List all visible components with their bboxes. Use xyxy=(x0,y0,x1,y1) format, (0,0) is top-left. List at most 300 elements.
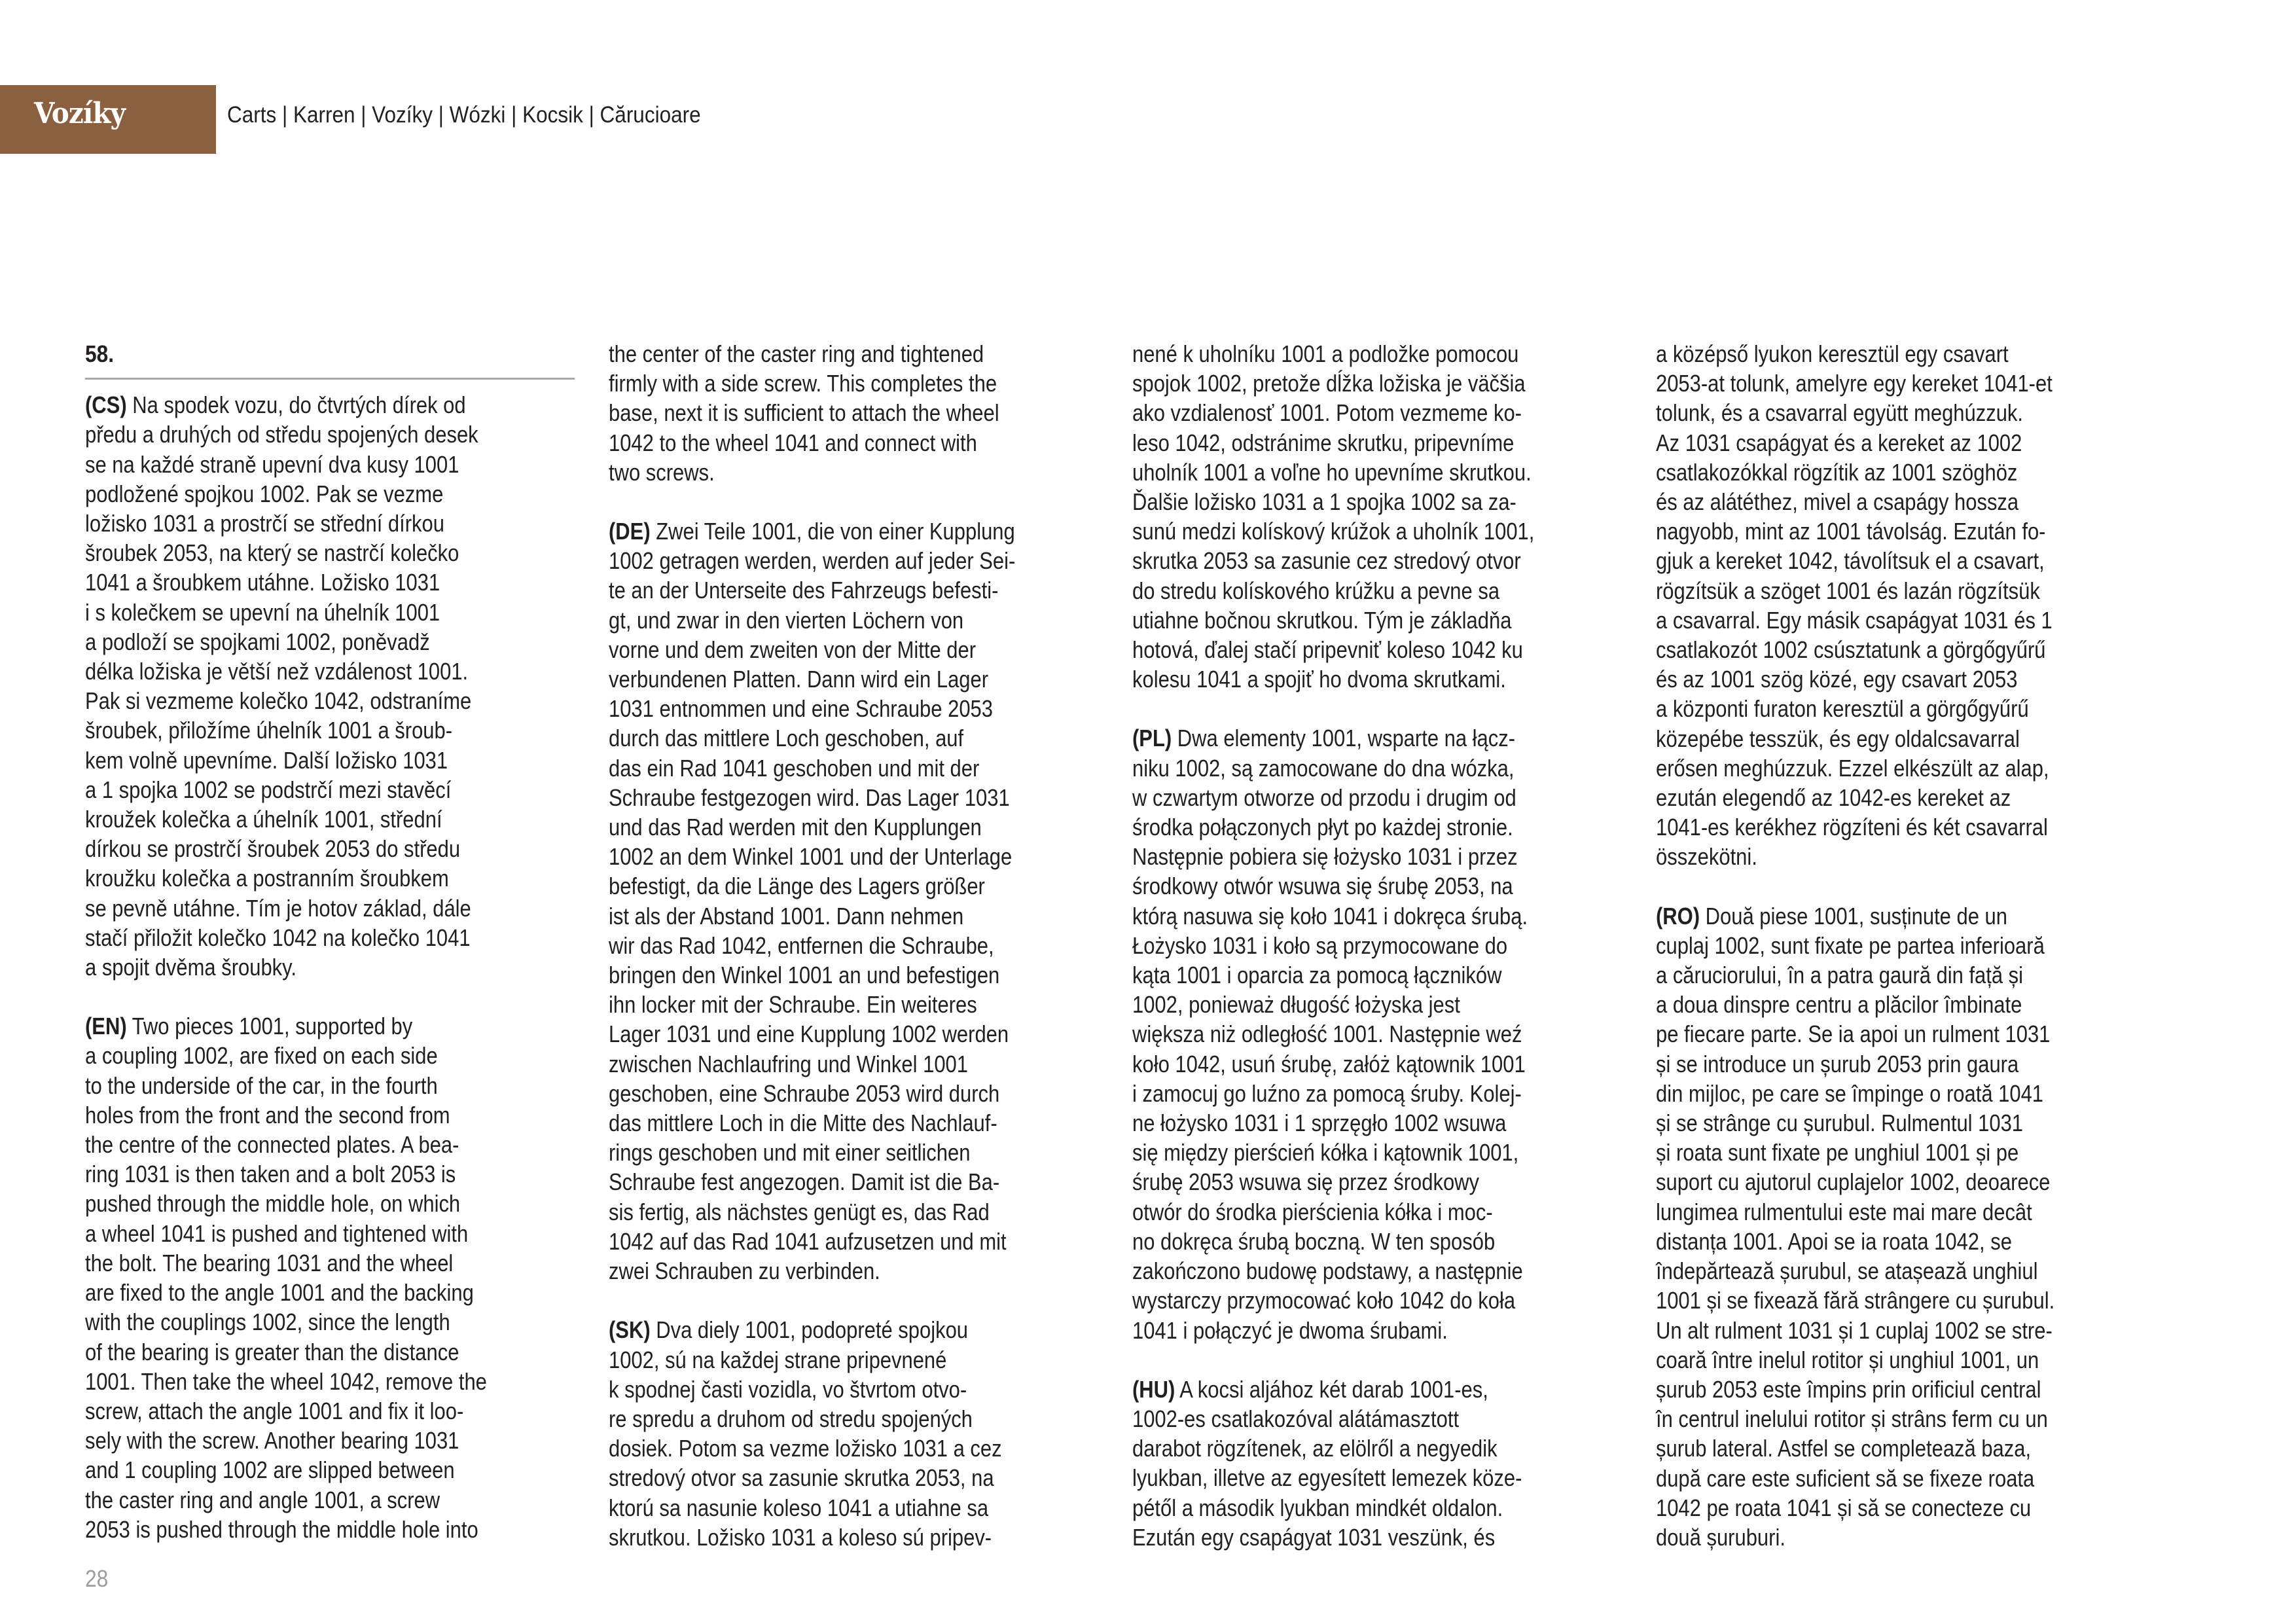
line-text: to the underside of the car, in the fourth xyxy=(85,1072,438,1099)
text-line xyxy=(1656,664,2084,694)
line-text: base, next it is sufficient to attach the wheel xyxy=(609,399,999,427)
line-text: și se strânge cu șurubul. Rulmentul 1031 xyxy=(1656,1110,2024,1137)
text-line xyxy=(1132,428,1560,458)
text-line xyxy=(1132,783,1560,812)
line-text: összekötni. xyxy=(1656,843,1757,871)
text-line xyxy=(85,863,513,893)
line-text: 1002-es csatlakozóval alátámasztott xyxy=(1132,1405,1460,1432)
line-text: Ezután egy csapágyat 1031 veszünk, és xyxy=(1132,1523,1496,1551)
line-text: vorne und dem zweiten von der Mitte der xyxy=(609,636,977,663)
text-line xyxy=(609,753,1037,783)
line-text: în centrul inelului rotitor și strâns ferm cu un xyxy=(1656,1405,2048,1433)
line-text: două șuruburi. xyxy=(1656,1523,1785,1551)
text-line xyxy=(609,990,1037,1019)
text-line xyxy=(609,842,1037,871)
text-line xyxy=(85,1337,513,1367)
line-text: te an der Unterseite des Fahrzeugs befesti- xyxy=(609,577,999,604)
instruction-paragraph xyxy=(1132,339,1630,694)
line-text: Schraube fest angezogen. Damit ist die Ba- xyxy=(609,1168,1000,1196)
line-text: nagyobb, mint az 1001 távolság. Ezután fo- xyxy=(1656,518,2046,545)
text-line xyxy=(609,960,1037,990)
line-text: zakończono budowę podstawy, a następnie xyxy=(1132,1257,1523,1285)
line-text: kroužek kolečka a úhelník 1001, střední xyxy=(85,806,442,833)
line-text: gt, und zwar in den vierten Löchern von xyxy=(609,606,964,634)
text-line xyxy=(85,1248,513,1278)
line-text: hotová, ďalej stačí pripevniť koleso 1042 ku xyxy=(1132,636,1523,664)
text-line xyxy=(609,516,1037,546)
line-text: pétől a második lyukban mindkét oldalon. xyxy=(1132,1494,1503,1521)
line-text: the centre of the connected plates. A bea- xyxy=(85,1131,459,1159)
line-text: és az 1001 szög közé, egy csavart 2053 xyxy=(1656,666,2018,693)
text-line xyxy=(85,1011,513,1041)
text-line xyxy=(1132,723,1560,753)
text-line xyxy=(85,1219,513,1248)
line-text: és az alátéthez, mivel a csapágy hossza xyxy=(1656,488,2019,516)
text-line xyxy=(85,1426,513,1455)
line-text: tolunk, és a csavarral együtt meghúzzuk. xyxy=(1656,399,2024,427)
line-text: firmly with a side screw. This completes the xyxy=(609,370,997,397)
text-line xyxy=(609,1167,1037,1197)
line-text: din mijloc, pe care se împinge o roată 1041 xyxy=(1656,1079,2044,1107)
text-line xyxy=(85,1367,513,1396)
line-text: with the couplings 1002, since the length xyxy=(85,1308,450,1336)
text-line xyxy=(1656,576,2084,605)
text-line xyxy=(1132,1019,1560,1049)
line-text: sely with the screw. Another bearing 1031 xyxy=(85,1427,459,1454)
line-text: zwei Schrauben zu verbinden. xyxy=(609,1257,880,1285)
line-text: Az 1031 csapágyat és a kereket az 1002 xyxy=(1656,429,2022,456)
line-text: i zamocuj go luźno za pomocą śruby. Kolej- xyxy=(1132,1079,1522,1107)
line-text: ložisko 1031 a prostrčí se střední dírkou xyxy=(85,510,444,537)
line-text: 1001 și se fixează fără strângere cu șurubul. xyxy=(1656,1287,2055,1314)
text-line xyxy=(85,627,513,657)
line-text: ezután elegendő az 1042-es kereket az xyxy=(1656,784,2011,812)
text-line xyxy=(85,1515,513,1544)
line-text: spojok 1002, pretože dĺžka ložiska je väčšia xyxy=(1132,370,1526,397)
line-text: the caster ring and angle 1001, a screw xyxy=(85,1486,440,1513)
line-text: no dokręca śrubą boczną. W ten sposób xyxy=(1132,1227,1496,1255)
line-text: the center of the caster ring and tightened xyxy=(609,340,984,367)
paragraph-gap xyxy=(609,487,1106,516)
text-line xyxy=(1132,1493,1560,1523)
line-text: după care este suficient să se fixeze roata xyxy=(1656,1464,2035,1492)
language-code: (DE) xyxy=(609,518,651,545)
line-text: ist als der Abstand 1001. Dann nehmen xyxy=(609,902,964,929)
text-line xyxy=(1656,516,2084,546)
language-code: (PL) xyxy=(1132,725,1172,752)
text-line xyxy=(1132,1167,1560,1197)
text-line xyxy=(1656,1434,2084,1463)
text-line xyxy=(85,568,513,597)
text-line xyxy=(85,538,513,568)
text-line xyxy=(609,369,1037,398)
instruction-paragraph xyxy=(1656,901,2153,1552)
text-line xyxy=(1656,458,2084,487)
line-text: 1002, ponieważ długość łożyska jest xyxy=(1132,991,1460,1019)
text-line xyxy=(1132,369,1560,398)
text-line xyxy=(85,1041,513,1070)
text-line xyxy=(1656,1256,2084,1286)
line-text: A kocsi aljához két darab 1001-es, xyxy=(1175,1375,1488,1403)
text-line xyxy=(1132,605,1560,635)
text-line xyxy=(609,1375,1037,1404)
line-text: dírkou se prostrčí šroubek 2053 do středu xyxy=(85,835,461,863)
text-line xyxy=(1132,398,1560,427)
line-text: 1002 an dem Winkel 1001 und der Unterlage xyxy=(609,843,1013,871)
text-line xyxy=(1132,1227,1560,1256)
line-text: utiahne bočnou skrutkou. Tým je základňa xyxy=(1132,606,1512,634)
line-text: wir das Rad 1042, entfernen die Schraube, xyxy=(609,931,994,959)
line-text: screw, attach the angle 1001 and fix it loo- xyxy=(85,1397,464,1424)
text-line xyxy=(85,390,513,420)
line-text: ako vzdialenosť 1001. Potom vezmeme ko- xyxy=(1132,399,1522,427)
line-text: șurub 2053 este împins prin orificiul central xyxy=(1656,1375,2041,1403)
text-line xyxy=(1656,605,2084,635)
line-text: a központi furaton keresztül a görgőgyűrű xyxy=(1656,695,2029,723)
line-text: distanța 1001. Apoi se ia roata 1042, se xyxy=(1656,1227,2012,1255)
text-line xyxy=(85,923,513,952)
text-line xyxy=(1656,931,2084,960)
line-text: dosiek. Potom sa vezme ložisko 1031 a cez xyxy=(609,1435,1002,1462)
text-line xyxy=(1132,1316,1560,1345)
line-text: uholník 1001 a voľne ho upevníme skrutkou. xyxy=(1132,458,1532,486)
text-line xyxy=(609,1138,1037,1167)
line-text: sis fertig, als nächstes genügt es, das Rad xyxy=(609,1198,990,1225)
text-line xyxy=(1656,398,2084,427)
step-number: 58. xyxy=(85,340,115,367)
line-text: cuplaj 1002, sunt fixate pe partea inferioară xyxy=(1656,931,2045,959)
line-text: leso 1042, odstránime skrutku, pripevníme xyxy=(1132,429,1515,456)
text-line xyxy=(1656,1316,2084,1345)
line-text: Lager 1031 und eine Kupplung 1002 werden xyxy=(609,1020,1009,1048)
line-text: rings geschoben und mit einer seitlichen xyxy=(609,1139,971,1166)
line-text: Łożysko 1031 i koło są przymocowane do xyxy=(1132,931,1508,959)
text-line xyxy=(609,694,1037,723)
text-line xyxy=(1656,901,2084,931)
line-text: się między pierścień kółka i kątownik 1001, xyxy=(1132,1139,1519,1166)
line-text: das mittlere Loch in die Mitte des Nachlauf- xyxy=(609,1110,997,1137)
line-text: 1002 getragen werden, werden auf jeder Sei- xyxy=(609,547,1016,575)
text-line xyxy=(1656,1286,2084,1315)
text-line xyxy=(609,812,1037,842)
text-column-3 xyxy=(1132,339,1630,1552)
text-line xyxy=(1656,635,2084,664)
line-text: 2053-at tolunk, amelyre egy kereket 1041-et xyxy=(1656,370,2053,397)
line-text: Dwa elementy 1001, wsparte na łącz- xyxy=(1172,725,1516,752)
text-line xyxy=(85,746,513,775)
text-line xyxy=(609,664,1037,694)
text-line xyxy=(85,1071,513,1100)
line-text: stačí přiložit kolečko 1042 na kolečko 1041 xyxy=(85,924,471,951)
line-text: 2053 is pushed through the middle hole into xyxy=(85,1515,478,1543)
text-line xyxy=(609,901,1037,931)
instruction-paragraph xyxy=(1132,1375,1630,1552)
line-text: Na spodek vozu, do čtvrtých dírek od xyxy=(126,391,466,419)
text-line xyxy=(85,952,513,982)
text-line xyxy=(1656,487,2084,516)
text-line xyxy=(1132,516,1560,546)
line-text: koło 1042, usuń śrubę, załóż kątownik 1001 xyxy=(1132,1050,1526,1077)
text-line xyxy=(609,1019,1037,1049)
text-line xyxy=(609,458,1037,487)
text-line xyxy=(609,1108,1037,1138)
line-text: pushed through the middle hole, on which xyxy=(85,1190,461,1218)
text-line xyxy=(1656,1345,2084,1375)
text-line xyxy=(1656,783,2084,812)
page-number: 28 xyxy=(85,1565,109,1592)
text-line xyxy=(1132,487,1560,516)
text-line xyxy=(609,1523,1037,1552)
text-line xyxy=(1132,842,1560,871)
line-text: Zwei Teile 1001, die von einer Kupplung xyxy=(650,518,1015,545)
instruction-paragraph xyxy=(1656,339,2153,872)
text-line xyxy=(85,804,513,834)
line-text: a căruciorului, în a patra gaură din față și xyxy=(1656,962,2024,989)
line-text: a csavarral. Egy másik csapágyat 1031 és 1 xyxy=(1656,606,2053,634)
text-line xyxy=(1132,753,1560,783)
line-text: lungimea rulmentului este mai mare decât xyxy=(1656,1198,2032,1225)
text-line xyxy=(1132,635,1560,664)
line-text: und das Rad werden mit den Kupplungen xyxy=(609,814,982,841)
line-text: šroubek 2053, na který se nastrčí kolečko xyxy=(85,539,459,567)
text-line xyxy=(1132,931,1560,960)
text-line xyxy=(85,657,513,686)
line-text: do stredu kolískového krúžku a pevne sa xyxy=(1132,577,1500,604)
instruction-paragraph xyxy=(85,390,583,982)
line-text: se pevně utáhne. Tím je hotov základ, dále xyxy=(85,894,471,922)
line-text: two screws. xyxy=(609,458,715,486)
language-code: (RO) xyxy=(1656,902,1700,929)
line-text: Two pieces 1001, supported by xyxy=(126,1013,413,1040)
line-text: kąta 1001 i oparcia za pomocą łączników xyxy=(1132,962,1502,989)
text-line xyxy=(609,1227,1037,1256)
text-line xyxy=(1656,1227,2084,1256)
text-line xyxy=(1132,546,1560,575)
text-line xyxy=(85,479,513,509)
line-text: bringen den Winkel 1001 an und befestigen xyxy=(609,962,1000,989)
text-line xyxy=(1132,1404,1560,1434)
text-line xyxy=(1132,1138,1560,1167)
section-subtitle-languages: Carts | Karren | Vozíky | Wózki | Kocsik | Cărucioare xyxy=(227,102,701,128)
text-line xyxy=(609,723,1037,753)
line-text: of the bearing is greater than the distance xyxy=(85,1338,459,1365)
language-code: (EN) xyxy=(85,1013,127,1040)
text-line xyxy=(1656,1523,2084,1552)
line-text: skrutka 2053 sa zasunie cez stredový otvor xyxy=(1132,547,1521,575)
text-column-4 xyxy=(1656,339,2153,1552)
text-line xyxy=(1132,1463,1560,1492)
line-text: którą nasuwa się koło 1041 i dokręca śrubą. xyxy=(1132,902,1528,929)
text-line xyxy=(609,783,1037,812)
step-divider xyxy=(85,378,575,380)
text-line xyxy=(85,450,513,479)
text-line xyxy=(609,575,1037,605)
line-text: k spodnej časti vozidla, vo štvrtom otvo- xyxy=(609,1375,967,1403)
line-text: și se introduce un șurub 2053 prin gaura xyxy=(1656,1050,2019,1077)
line-text: holes from the front and the second from xyxy=(85,1101,450,1128)
line-text: skrutkou. Ložisko 1031 a koleso sú pripev- xyxy=(609,1523,992,1551)
line-text: 1042 pe roata 1041 și să se conecteze cu xyxy=(1656,1494,2032,1521)
language-code: (CS) xyxy=(85,391,127,419)
line-text: délka ložiska je větší než vzdálenost 1001. xyxy=(85,658,469,685)
text-line xyxy=(1132,1108,1560,1138)
text-line xyxy=(1656,369,2084,398)
line-text: se na každé straně upevní dva kusy 1001 xyxy=(85,450,459,478)
text-line xyxy=(1656,546,2084,575)
text-line xyxy=(85,686,513,715)
instruction-paragraph xyxy=(609,339,1106,487)
line-text: 1041 i połączyć je dwoma śrubami. xyxy=(1132,1316,1448,1344)
text-line xyxy=(85,1278,513,1307)
text-line xyxy=(1132,1256,1560,1286)
text-line xyxy=(85,1130,513,1159)
line-text: lyukban, illetve az egyesített lemezek köze- xyxy=(1132,1464,1522,1492)
line-text: kem volně upevníme. Další ložisko 1031 xyxy=(85,746,448,774)
line-text: rögzítsük a szöget 1001 és lazán rögzítsük xyxy=(1656,577,2040,604)
line-text: și roata sunt fixate pe unghiul 1001 și pe xyxy=(1656,1139,2019,1166)
line-text: kroužku kolečka a postranním šroubkem xyxy=(85,865,449,892)
text-line xyxy=(1656,1464,2084,1493)
text-line xyxy=(1656,1375,2084,1404)
line-text: verbundenen Platten. Dann wird ein Lager xyxy=(609,666,989,693)
language-code: (HU) xyxy=(1132,1375,1175,1403)
text-line xyxy=(1656,960,2084,990)
text-line xyxy=(85,1485,513,1515)
line-text: środkowy otwór wsuwa się śrubę 2053, na xyxy=(1132,873,1513,900)
line-text: csatlakozót 1002 csúsztatunk a görgőgyűrű xyxy=(1656,636,2046,664)
line-text: a középső lyukon keresztül egy csavart xyxy=(1656,340,2009,367)
text-line xyxy=(1656,1493,2084,1523)
text-line xyxy=(609,1256,1037,1286)
text-line xyxy=(1132,1523,1560,1552)
text-line xyxy=(609,871,1037,901)
line-text: Un alt rulment 1031 și 1 cuplaj 1002 se stre- xyxy=(1656,1316,2053,1344)
line-text: 1042 to the wheel 1041 and connect with xyxy=(609,429,977,456)
text-line xyxy=(609,1315,1037,1344)
text-line xyxy=(1132,339,1560,369)
text-line xyxy=(85,893,513,923)
text-line xyxy=(609,1404,1037,1434)
text-line xyxy=(1656,1108,2084,1138)
line-text: podložené spojkou 1002. Pak se vezme xyxy=(85,480,444,507)
text-line xyxy=(85,1189,513,1218)
line-text: 1042 auf das Rad 1041 aufzusetzen und mit xyxy=(609,1227,1007,1255)
text-line xyxy=(1656,1138,2084,1167)
line-text: otwór do środka pierścienia kółka i moc- xyxy=(1132,1198,1493,1225)
line-text: ne łożysko 1031 i 1 sprzęgło 1002 wsuwa xyxy=(1132,1110,1507,1137)
line-text: w czwartym otworze od przodu i drugim od xyxy=(1132,784,1516,811)
line-text: niku 1002, są zamocowane do dna wózka, xyxy=(1132,754,1515,782)
line-text: coară între inelul rotitor și unghiul 1001, un xyxy=(1656,1346,2039,1373)
line-text: 1002, sú na každej strane pripevnené xyxy=(609,1346,947,1373)
language-code: (SK) xyxy=(609,1316,651,1344)
line-text: șurub lateral. Astfel se completează baza, xyxy=(1656,1435,2032,1462)
paragraph-gap xyxy=(1132,694,1630,723)
line-text: stredový otvor sa zasunie skrutka 2053, na xyxy=(609,1464,994,1492)
line-text: re spredu a druhom od stredu spojených xyxy=(609,1405,973,1432)
line-text: środka połączonych płyt po każdej stronie. xyxy=(1132,814,1513,841)
text-line xyxy=(609,605,1037,635)
text-line xyxy=(609,931,1037,960)
text-line xyxy=(609,1049,1037,1079)
text-line xyxy=(609,339,1037,369)
line-text: pe fiecare parte. Se ia apoi un rulment 1031 xyxy=(1656,1020,2051,1048)
line-text: większa niż odległość 1001. Następnie weź xyxy=(1132,1020,1522,1048)
text-line xyxy=(1132,664,1560,694)
text-line xyxy=(1656,842,2084,871)
line-text: and 1 coupling 1002 are slipped between xyxy=(85,1456,455,1484)
line-text: durch das mittlere Loch geschoben, auf xyxy=(609,725,964,752)
paragraph-gap xyxy=(1132,1345,1630,1375)
text-line xyxy=(1656,428,2084,458)
instruction-paragraph xyxy=(1132,723,1630,1344)
text-line xyxy=(85,715,513,745)
text-line xyxy=(1656,1079,2084,1108)
text-line xyxy=(85,420,513,449)
line-text: 1041 a šroubkem utáhne. Ložisko 1031 xyxy=(85,569,440,596)
text-line xyxy=(1132,990,1560,1019)
line-text: csatlakozókkal rögzítik az 1001 szöghöz xyxy=(1656,458,2018,486)
text-line xyxy=(1656,1019,2084,1049)
text-line xyxy=(85,1307,513,1337)
line-text: are fixed to the angle 1001 and the backing xyxy=(85,1279,474,1307)
line-text: gjuk a kereket 1042, távolítsuk el a csavart, xyxy=(1656,547,2045,575)
text-column-1 xyxy=(85,339,583,1544)
section-title: Vozíky xyxy=(34,97,126,130)
text-line xyxy=(1656,990,2084,1019)
line-text: 1001. Then take the wheel 1042, remove the xyxy=(85,1367,487,1395)
text-line xyxy=(85,775,513,804)
line-text: Pak si vezmeme kolečko 1042, odstraníme xyxy=(85,687,472,715)
text-column-2 xyxy=(609,339,1106,1552)
line-text: Ďalšie ložisko 1031 a 1 spojka 1002 sa za- xyxy=(1132,488,1516,516)
paragraph-gap xyxy=(85,982,583,1011)
instruction-paragraph xyxy=(609,1315,1106,1552)
line-text: közepébe tesszük, és egy oldalcsavarral xyxy=(1656,725,2020,752)
line-text: 1031 entnommen und eine Schraube 2053 xyxy=(609,695,993,723)
text-line xyxy=(1132,1049,1560,1079)
text-line xyxy=(609,1434,1037,1463)
text-line xyxy=(1132,1434,1560,1463)
line-text: Două piese 1001, susținute de un xyxy=(1700,902,2007,929)
text-line xyxy=(1656,1404,2084,1434)
line-text: a wheel 1041 is pushed and tightened with xyxy=(85,1219,469,1247)
line-text: befestigt, da die Länge des Lagers größer xyxy=(609,873,985,900)
text-line xyxy=(609,1493,1037,1523)
instruction-paragraph xyxy=(85,1011,583,1544)
text-line xyxy=(609,1079,1037,1108)
line-text: Następnie pobiera się łożysko 1031 i przez xyxy=(1132,843,1518,871)
text-line xyxy=(1656,812,2084,842)
text-line xyxy=(1132,1286,1560,1315)
text-line xyxy=(85,1159,513,1189)
text-line xyxy=(1656,753,2084,783)
line-text: Dva diely 1001, podopreté spojkou xyxy=(650,1316,969,1344)
line-text: předu a druhých od středu spojených desek xyxy=(85,421,478,448)
text-line xyxy=(1132,1079,1560,1108)
text-line xyxy=(1656,1167,2084,1197)
line-text: nené k uholníku 1001 a podložke pomocou xyxy=(1132,340,1519,367)
line-text: ring 1031 is then taken and a bolt 2053 is xyxy=(85,1161,456,1188)
text-line xyxy=(1132,812,1560,842)
line-text: erősen meghúzzuk. Ezzel elkészült az alap, xyxy=(1656,754,2049,782)
line-text: a spojit dvěma šroubky. xyxy=(85,954,296,981)
text-line xyxy=(1656,1049,2084,1079)
text-line xyxy=(85,1100,513,1130)
text-line xyxy=(1656,724,2084,753)
line-text: a coupling 1002, are fixed on each side xyxy=(85,1042,438,1070)
line-text: îndepărtează șurubul, se atașează unghiul xyxy=(1656,1257,2038,1285)
